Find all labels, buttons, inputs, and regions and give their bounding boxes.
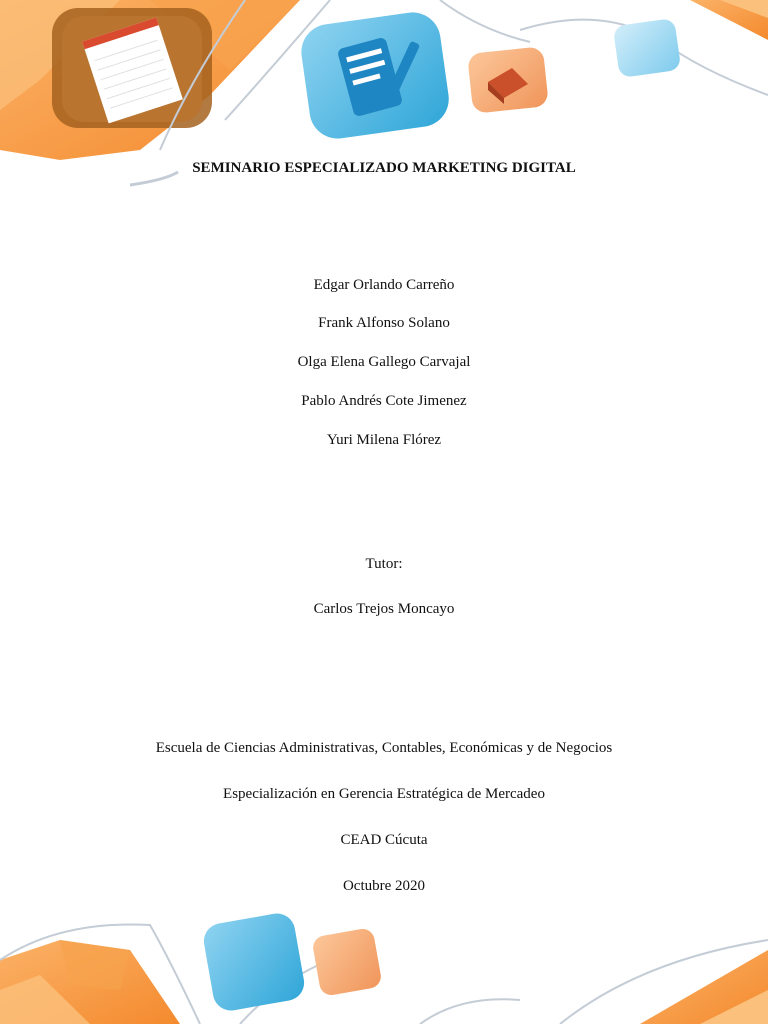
author-name: Frank Alfonso Solano bbox=[318, 315, 450, 331]
tutor-label: Tutor: bbox=[365, 556, 403, 572]
center-name: CEAD Cúcuta bbox=[340, 832, 428, 848]
author-name: Olga Elena Gallego Carvajal bbox=[297, 354, 471, 370]
program-name: Especialización en Gerencia Estratégica de Mercadeo bbox=[223, 786, 545, 802]
tutor-name: Carlos Trejos Moncayo bbox=[313, 601, 455, 617]
school-name: Escuela de Ciencias Administrativas, Contables, Económicas y de Negocios bbox=[155, 740, 613, 756]
author-name: Pablo Andrés Cote Jimenez bbox=[301, 393, 467, 409]
author-name: Edgar Orlando Carreño bbox=[313, 277, 455, 293]
author-name: Yuri Milena Flórez bbox=[326, 432, 442, 448]
document-date: Octubre 2020 bbox=[342, 878, 426, 894]
clipboard-icon bbox=[298, 9, 453, 142]
document-title: SEMINARIO ESPECIALIZADO MARKETING DIGITAL bbox=[192, 160, 576, 176]
notepad-icon bbox=[52, 8, 212, 128]
book-icon bbox=[467, 46, 549, 114]
